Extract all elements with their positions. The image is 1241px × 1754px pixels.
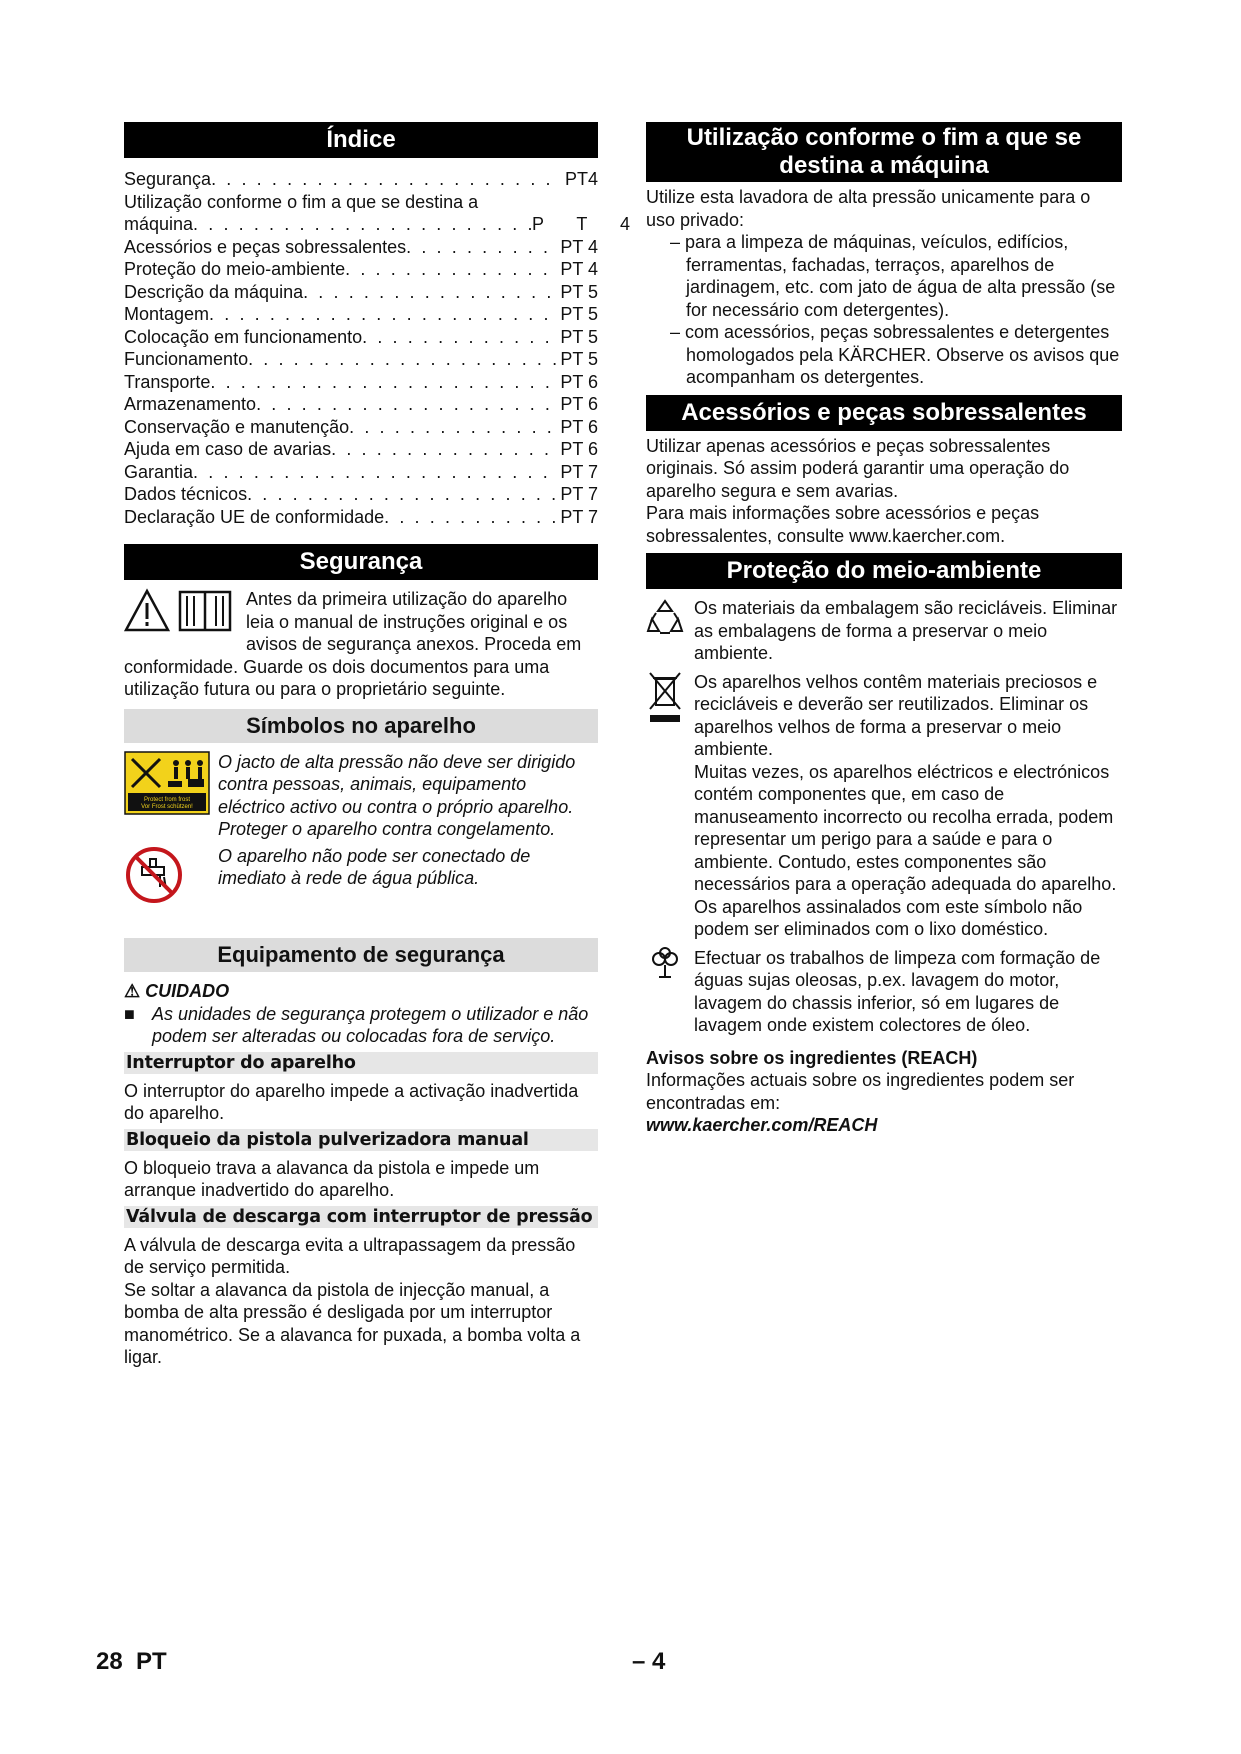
warning-triangle-icon: [124, 588, 242, 634]
manual-book-icon: [180, 592, 230, 630]
reach-heading: Avisos sobre os ingredientes (REACH): [646, 1047, 978, 1068]
safety-heading: Segurança: [124, 544, 598, 580]
accessories-heading: Acessórios e peças sobressalentes: [646, 395, 1122, 431]
toc-entry[interactable]: Colocação em funcionamento . . . PT 5: [124, 326, 598, 349]
toc-entry[interactable]: Conservação e manutenção . . . PT 6: [124, 416, 598, 439]
intended-use-heading: Utilização conforme o fim a que se destina a máquina: [646, 122, 1122, 182]
oil-drop-icon: [646, 947, 684, 1037]
toc-entry[interactable]: Proteção do meio-ambiente . . . PT 4: [124, 258, 598, 281]
left-column: Índice Segurança . . . PT4 Utilização conforme o fim a que se destina a máquina . . . P T 4 Acessórios e peças sobressalentes . . . PT 4 Proteção do meio-ambiente . . . PT 4 Descrição da máquina . . . PT 5 Montagem . . . PT 5 Colocação em funcionamento . . . PT 5 Funcionamento . . . PT 5 Transporte . . . PT 6 Armazenamento . . . PT 6 Conservação e manutenção . . . PT 6 Ajuda em caso de avarias . . . PT 6 Garantia . . . PT 7 Dados técnicos . . . PT 7 Declaração UE de conformidade . . . PT 7 Segurança Antes da primeira utilização do aparelho leia o manual de instruções original e os avisos de segurança anexos. Proceda em conformidade. Guarde os dois documentos para uma utilização futura ou para o proprietário seguinte. Símbolos no aparelho Protect from frost Vor Frost schützen! O jacto de alta pressão não deve ser dirigido contra pessoas, animais, equipamento eléctrico activo ou contra o próprio aparelho. Proteger o aparelho contra congelamento. O aparelho não pode ser conectado de imediato à rede de água pública. Equipamento de segurança ⚠ CUIDADO ■ As unidades de segurança protegem o utilizador e não podem ser alteradas ou colocadas fora de serviço. Interruptor do aparelho O interruptor do aparelho impede a activação inadvertida do aparelho. Bloqueio da pistola pulverizadora manual O bloqueio trava a alavanca da pistola e impede um arranque inadvertido do aparelho. Válvula de descarga com interruptor de pressão A válvula de descarga evita a ultrapassagem da pressão de serviço permitida. Se soltar a alavanca da pistola de injecção manual, a bomba de alta pressão é desligada por um interruptor manométrico. Se a alavanca for puxada, a bomba volta a ligar.: [124, 122, 598, 1369]
table-of-contents: [124, 168, 645, 528]
caution-label: ⚠ CUIDADO: [124, 981, 230, 1001]
right-column: Utilização conforme o fim a que se destina a máquina Utilize esta lavadora de alta pressão unicamente para o uso privado: – para a limpeza de máquinas, veículos, edifícios, ferramentas, fachadas, terraços, aparelhos de jardinagem, etc. com jato de água de alta pressão (se for necessário com detergentes). – com acessórios, peças sobressalentes e detergentes homologados pela KÄRCHER. Observe os avisos que acompanham os detergentes. Acessórios e peças sobressalentes Utilizar apenas acessórios e peças sobressalentes originais. Só assim poderá garantir uma operação do aparelho segura e sem avarias. Para mais informações sobre acessórios e peças sobressalentes, consulte www.kaercher.com. Proteção do meio-ambiente Os materiais da embalagem são recicláveis. Eliminar as embalagens de forma a preservar o meio ambiente. Os aparelhos velhos contêm materiais preciosos e recicláveis e deverão ser reutilizados. Eliminar os aparelhos velhos de forma a preservar o meio ambiente. Muitas vezes, os aparelhos eléctricos e electrónicos contém componentes que, em caso de manuseamento incorrecto ou recolha errada, podem representar um perigo para a saúde e para o ambiente. Contudo, estes componentes são necessários para a operação adequada do aparelho. Os aparelhos assinalados com este símbolo não podem ser eliminados com o lixo doméstico. Efectuar os trabalhos de limpeza com formação de águas sujas oleosas, p.ex. lavagem do motor, lavagem do chassis inferior, só em lugares de lavagem onde existem colectores de óleo. Avisos sobre os ingredientes (REACH) Informações actuais sobre os ingredientes podem ser encontradas em: www.kaercher.com/REACH: [646, 122, 1122, 1137]
frost-warning-sign: [124, 751, 210, 841]
crossed-bin-icon: [646, 671, 684, 941]
no-water-connection-icon: [124, 845, 210, 911]
frost-sign-text: Protect from frost: [143, 796, 191, 803]
toc-entry[interactable]: Declaração UE de conformidade . . . PT 7: [124, 506, 598, 529]
toc-entry-wrapped[interactable]: Utilização conforme o fim a que se destina a: [124, 191, 479, 212]
symbol-row-1: Protect from frost Vor Frost schützen! O jacto de alta pressão não deve ser dirigido contra pessoas, animais, equipamento eléctrico activo ou contra o próprio aparelho. Proteger o aparelho contra congelamento.: [124, 751, 598, 841]
oil-note: Efectuar os trabalhos de limpeza com formação de águas sujas oleosas, p.ex. lavagem do motor, lavagem do chassis inferior, só em lugares de lavagem onde existem colectores de óleo.: [646, 947, 1122, 1037]
page-number: – 4: [632, 1648, 666, 1675]
warning-triangle-icon: ⚠: [124, 981, 141, 1001]
relief-valve-heading: Válvula de descarga com interruptor de pressão: [124, 1206, 598, 1228]
symbols-heading: Símbolos no aparelho: [124, 709, 598, 743]
toc-entry[interactable]: Armazenamento . . . PT 6: [124, 393, 598, 416]
warning-manual-icons: [124, 588, 242, 634]
device-switch-heading: Interruptor do aparelho: [124, 1052, 598, 1074]
toc-entry[interactable]: Funcionamento . . . PT 5: [124, 348, 598, 371]
toc-entry[interactable]: Garantia . . . PT 7: [124, 461, 598, 484]
toc-entry[interactable]: Acessórios e peças sobressalentes . . . PT 4: [124, 236, 598, 259]
reach-link[interactable]: www.kaercher.com/REACH: [646, 1115, 878, 1135]
recycling-note: Os materiais da embalagem são recicláveis. Eliminar as embalagens de forma a preservar o meio ambiente.: [646, 597, 1122, 665]
recycle-icon: [646, 597, 684, 665]
toc-entry[interactable]: Montagem . . . PT 5: [124, 303, 598, 326]
gun-lock-heading: Bloqueio da pistola pulverizadora manual: [124, 1129, 598, 1151]
safety-intro: Antes da primeira utilização do aparelho leia o manual de instruções original e os avisos de segurança anexos. Proceda em conformidade. Guarde os dois documentos para uma utilização futura ou para o proprietário seguinte.: [124, 589, 582, 699]
weee-note: Os aparelhos velhos contêm materiais preciosos e recicláveis e deverão ser reutilizados. Eliminar os aparelhos velhos de forma a preservar o meio ambiente. Muitas vezes, os aparelhos eléctricos e electrónicos contém componentes que, em caso de manuseamento incorrecto ou recolha errada, podem representar um perigo para a saúde e para o ambiente. Contudo, estes componentes são necessários para a operação adequada do aparelho. Os aparelhos assinalados com este símbolo não podem ser eliminados com o lixo doméstico.: [646, 671, 1122, 941]
safety-equipment-heading: Equipamento de segurança: [124, 938, 598, 972]
toc-entry[interactable]: Descrição da máquina . . . PT 5: [124, 281, 598, 304]
page-number-language: 28 PT: [96, 1648, 167, 1675]
toc-entry[interactable]: Segurança . . . PT4: [124, 168, 598, 191]
toc-entry[interactable]: Dados técnicos . . . PT 7: [124, 483, 598, 506]
caution-bullet: ■ As unidades de segurança protegem o utilizador e não podem ser alteradas ou colocadas fora de serviço.: [124, 1003, 589, 1046]
environment-heading: Proteção do meio-ambiente: [646, 553, 1122, 589]
toc-entry-wrapped-line2[interactable]: máquina . . . P T 4: [124, 213, 598, 236]
bullet-square-icon: ■: [124, 1003, 135, 1024]
toc-entry[interactable]: Transporte . . . PT 6: [124, 371, 598, 394]
svg-text:Vor Frost schützen!: Vor Frost schützen!: [141, 803, 193, 810]
toc-heading: Índice: [124, 122, 598, 158]
toc-entry[interactable]: Ajuda em caso de avarias . . . PT 6: [124, 438, 598, 461]
symbol-row-2: O aparelho não pode ser conectado de imediato à rede de água pública.: [124, 845, 598, 911]
